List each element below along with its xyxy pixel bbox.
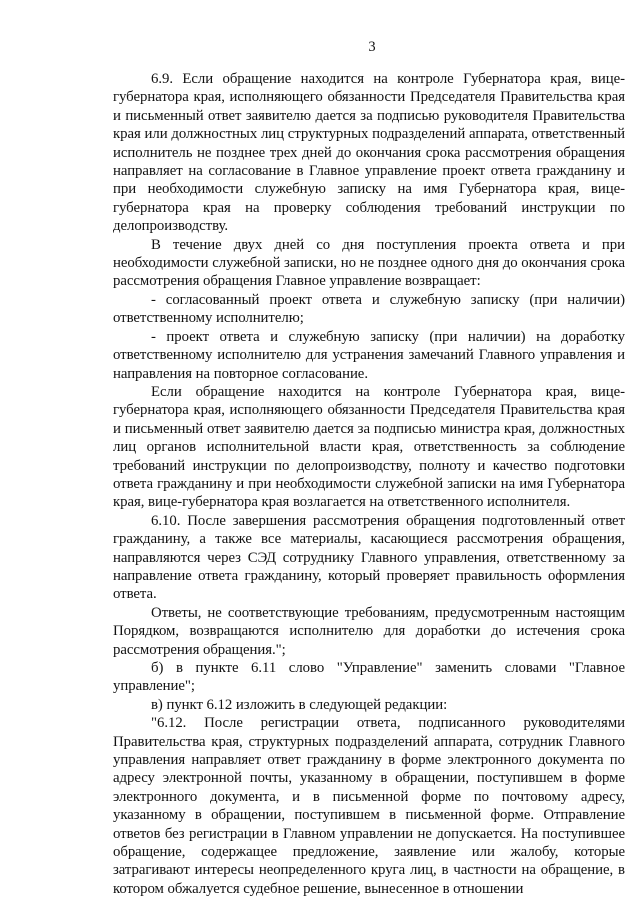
page-number: 3	[368, 39, 376, 55]
paragraph-6-10: 6.10. После завершения рассмотрения обращения подготовленный ответ гражданину, а также все материалы, касающиеся рассмотрения обращения, направляются через СЭД сотруднику Главного управления, ответственному за направление ответа гражданину, который проверяет правильность оформления ответа.	[113, 512, 625, 603]
document-page	[113, 38, 625, 898]
paragraph-list-item-rework: - проект ответа и служебную записку (при наличии) на доработку ответственному исполнителю для устранения замечаний Главного управления и направления на повторное согласование.	[113, 328, 625, 382]
paragraph-amendment-v: в) пункт 6.12 изложить в следующей редакции:	[151, 696, 448, 713]
paragraph-answers-nonconforming: Ответы, не соответствующие требованиям, предусмотренным настоящим Порядком, возвращаются исполнителю для доработки до истечения срока рассмотрения обращения.";	[113, 604, 625, 658]
paragraph-two-days: В течение двух дней со дня поступления проекта ответа и при необходимости служебной записки, но не позднее одного дня до окончания срока рассмотрения обращения Главное управление возвращает:	[113, 236, 625, 290]
paragraph-6-9: 6.9. Если обращение находится на контроле Губернатора края, вице-губернатора края, исполняющего обязанности Председателя Правительства края и письменный ответ заявителю дается за подписью руководителя Правительства края или должностных лиц структурных подразделений аппарата, ответственный исполнитель не позднее трех дней до окончания срока рассмотрения обращения направляет на согласование в Главное управление проект ответа гражданину и при необходимости служебную записку на имя Губернатора края, вице-губернатора края на проверку соблюдения требований инструкции по делопроизводству.	[113, 71, 625, 235]
paragraph-list-item-approved: - согласованный проект ответа и служебную записку (при наличии) ответственному исполнителю;	[113, 291, 625, 327]
paragraph-amendment-b: б) в пункте 6.11 слово "Управление" заменить словами "Главное управление";	[113, 660, 625, 695]
paragraph-6-12: "6.12. После регистрации ответа, подписанного руководителями Правительства края, структурных подразделений аппарата, сотрудник Главного управления направляет ответ гражданину в форме электронного документа по адресу электронной почты, указанному в обращении, поступившем в форме электронного документа, и в письменной форме по почтовому адресу, указанному в обращении, поступившем в письменной форме. Отправление ответов без регистрации в Главном управлении не допускается. На поступившее обращение, содержащее предложение, заявление или жалобу, которые затрагивают интересы неопределенного круга лиц, в частности на обращение, в котором обжалуется судебное решение, вынесенное в отношении	[113, 715, 625, 897]
paragraph-control-minister: Если обращение находится на контроле Губернатора края, вице-губернатора края, исполняющего обязанности Председателя Правительства края и письменный ответ заявителю дается за подписью министра края, должностных лиц органов исполнительной власти края, ответственность за соблюдение требований инструкции по делопроизводству, полноту и качество подготовки ответа гражданину и при необходимости служебной записки на имя Губернатора края, вице-губернатора края возлагается на ответственного исполнителя.	[113, 383, 625, 511]
